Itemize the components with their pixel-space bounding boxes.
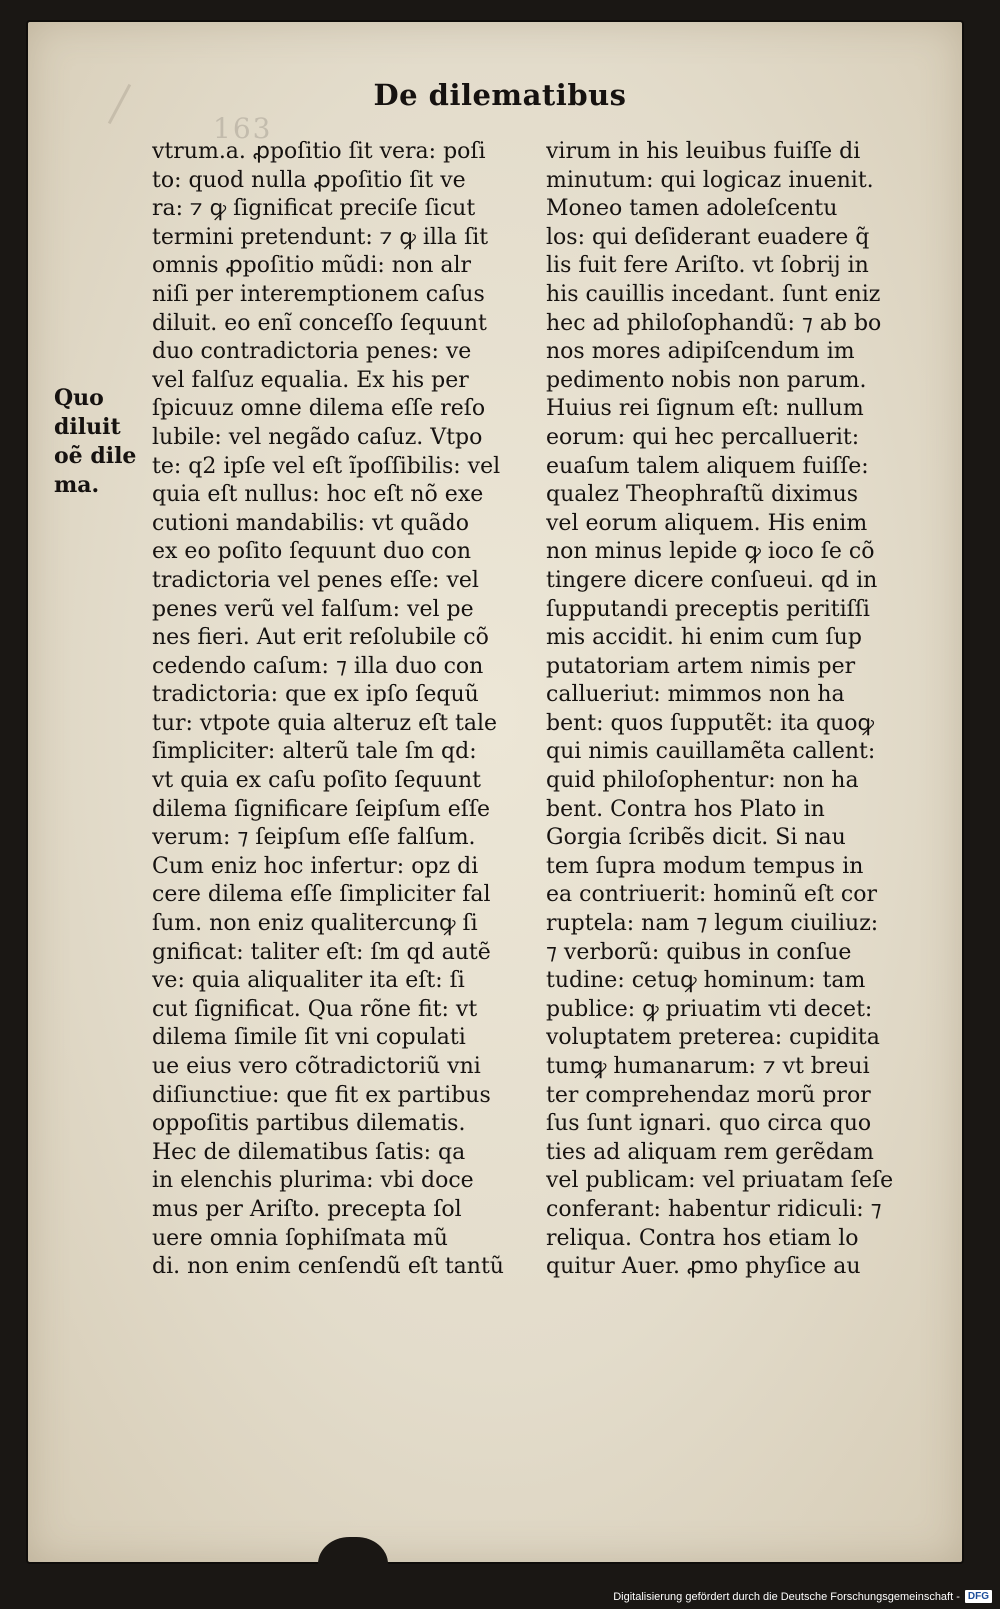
text-line: tumꝙ humanarum: ⁊ vt breui <box>546 1054 870 1079</box>
text-line: mis accidit. hi enim cum ſup <box>546 625 862 651</box>
text-line: vel publicam: vel priuatam ſeſe <box>546 1168 894 1194</box>
text-line: ra: ⁊ ꝙ ſignificat preciſe ſicut <box>152 196 476 222</box>
text-line: duo contradictoria penes: ve <box>152 339 472 365</box>
margin-note-line: diluit <box>54 414 121 440</box>
text-line: callueriut: mimmos non ha <box>546 682 845 708</box>
text-line: ex eo poſito ſequunt duo con <box>152 539 472 565</box>
text-line: quia eſt nullus: hoc eſt nõ exe <box>152 482 484 508</box>
text-line: ue eius vero cõtradictoriũ vni <box>152 1054 481 1079</box>
text-line: tradictoria: que ex ipſo ſequũ <box>152 682 479 708</box>
text-line: omnis ꝓpoſitio mũdi: non alr <box>152 253 472 279</box>
text-line: reliqua. Contra hos etiam lo <box>546 1225 859 1251</box>
text-line: los: qui deſiderant euadere q̃ <box>546 224 870 250</box>
text-line: ruptela: nam ⁊ legum ciuiliuz: <box>546 911 879 937</box>
text-line: vt quia ex caſu poſito ſequunt <box>152 768 482 794</box>
text-line: Cum eniz hoc infertur: opz di <box>152 853 479 879</box>
text-line: mus per Ariſto. precepta ſol <box>152 1196 462 1222</box>
text-line: diluit. eo enĩ conceſſo ſequunt <box>152 310 487 336</box>
text-line: vel falſuz equalia. Ex his per <box>152 367 469 393</box>
marginal-note <box>54 384 146 500</box>
text-line: virum in his leuibus fuiſſe di <box>546 139 861 164</box>
text-line: ve: quia aliqualiter ita eſt: ſi <box>152 968 465 994</box>
text-line: bent: quos ſupputẽt: ita quoꝙ <box>546 710 875 736</box>
text-line: nes fieri. Aut erit reſolubile cõ <box>152 625 489 651</box>
text-line: ea contriuerit: hominũ eſt cor <box>546 882 877 908</box>
text-line: lubile: vel negãdo caſuz. Vtpo <box>152 424 483 450</box>
footer-text: Digitalisierung gefördert durch die Deutsche Forschungsgemeinschaft - <box>613 1590 960 1603</box>
text-line: in elenchis plurima: vbi doce <box>152 1168 474 1194</box>
footer-credit <box>613 1590 992 1603</box>
text-line: ſum. non eniz qualitercunꝙ ſi <box>152 911 478 937</box>
text-line: di. non enim cenſendũ eſt tantũ <box>152 1254 504 1280</box>
text-line: verum: ⁊ ſeipſum eſſe falſum. <box>152 825 476 851</box>
text-line: tem ſupra modum tempus in <box>546 853 864 879</box>
text-line: lis fuit fere Ariſto. vt ſobrij in <box>546 253 869 279</box>
text-line: dilema ſimile ſit vni copulati <box>152 1025 466 1051</box>
text-line: hec ad philoſophandũ: ⁊ ab bo <box>546 310 882 336</box>
text-line: minutum: qui logicaz inuenit. <box>546 167 874 193</box>
text-line: diſiunctiue: que fit ex partibus <box>152 1082 491 1108</box>
text-line: publice: ꝙ priuatim vti decet: <box>546 996 873 1022</box>
text-line: nos mores adipiſcendum im <box>546 339 855 365</box>
text-line: his cauillis incedant. ſunt eniz <box>546 281 881 307</box>
text-line: Huius rei ſignum eſt: nullum <box>546 396 864 422</box>
text-line: qualez Theophraſtũ diximus <box>546 482 859 508</box>
text-line: gnificat: taliter eſt: ſm qd autẽ <box>152 939 491 965</box>
text-line: vel eorum aliquem. His enim <box>546 510 868 536</box>
dfg-logo: DFG <box>965 1590 992 1603</box>
text-line: ties ad aliquam rem gerẽdam <box>546 1139 874 1165</box>
text-line: te: q2 ipſe vel eſt ĩpoſſibilis: vel <box>152 453 501 479</box>
text-line: oppoſitis partibus dilematis. <box>152 1111 466 1137</box>
text-column-right <box>546 138 954 1282</box>
text-line: qui nimis cauillamẽta callent: <box>546 739 876 765</box>
text-line: Gorgia ſcribẽs dicit. Si nau <box>546 825 846 851</box>
text-line: cedendo caſum: ⁊ illa duo con <box>152 653 484 679</box>
text-line: tradictoria vel penes eſſe: vel <box>152 567 479 593</box>
text-line: pedimento nobis non parum. <box>546 367 867 393</box>
text-line: cutioni mandabilis: vt quãdo <box>152 510 470 536</box>
text-line: conferant: habentur ridiculi: ⁊ <box>546 1196 882 1222</box>
text-line: cere dilema eſſe ſimpliciter fal <box>152 882 491 908</box>
text-line: non minus lepide ꝙ ioco ſe cõ <box>546 539 875 565</box>
text-line: niſi per interemptionem caſus <box>152 281 485 307</box>
text-line: tingere dicere conſueui. qd in <box>546 567 878 593</box>
text-line: dilema ſignificare ſeipſum eſſe <box>152 796 491 822</box>
pencil-folio-note: 163 <box>213 112 273 145</box>
text-line: ter comprehendaz morũ pror <box>546 1082 871 1108</box>
text-line: voluptatem preterea: cupidita <box>546 1025 880 1051</box>
text-line: tur: vtpote quia alteruz eſt tale <box>152 710 498 736</box>
text-line: ſupputandi preceptis peritiſſi <box>546 596 870 622</box>
text-line: putatoriam artem nimis per <box>546 653 856 679</box>
text-line: ſimpliciter: alterũ tale ſm qd: <box>152 739 477 765</box>
text-column-left <box>152 138 537 1282</box>
text-line: quitur Auer. ꝓmo phyſice au <box>546 1254 861 1280</box>
text-line: vtrum.a. ꝓpoſitio ſit vera: poſi <box>152 139 486 164</box>
margin-note-line: Quo <box>54 385 104 411</box>
running-heading: De dilematibus <box>373 78 627 112</box>
text-line: ⁊ verborũ: quibus in conſue <box>546 939 852 965</box>
text-line: euaſum talem aliquem fuiſſe: <box>546 453 869 479</box>
text-line: Moneo tamen adoleſcentu <box>546 196 838 222</box>
text-line: ſpicuuz omne dilema eſſe reſo <box>152 396 486 422</box>
text-line: uere omnia ſophiſmata mũ <box>152 1225 448 1251</box>
text-line: penes verũ vel falſum: vel pe <box>152 596 474 622</box>
text-line: ſus ſunt ignari. quo circa quo <box>546 1111 872 1137</box>
text-line: bent. Contra hos Plato in <box>546 796 825 822</box>
text-line: tudine: cetuꝙ hominum: tam <box>546 968 866 994</box>
margin-note-line: ma. <box>54 472 100 498</box>
text-line: Hec de dilematibus ſatis: qa <box>152 1139 466 1165</box>
text-line: eorum: qui hec percalluerit: <box>546 424 860 450</box>
text-line: quid philoſophentur: non ha <box>546 768 859 794</box>
text-line: termini pretendunt: ⁊ ꝙ illa ſit <box>152 224 489 250</box>
text-line: to: quod nulla ꝓpoſitio ſit ve <box>152 167 466 193</box>
page-damage <box>318 1537 388 1597</box>
margin-note-line: oẽ dile <box>54 443 137 469</box>
text-line: cut ſignificat. Qua rõne fit: vt <box>152 996 478 1022</box>
